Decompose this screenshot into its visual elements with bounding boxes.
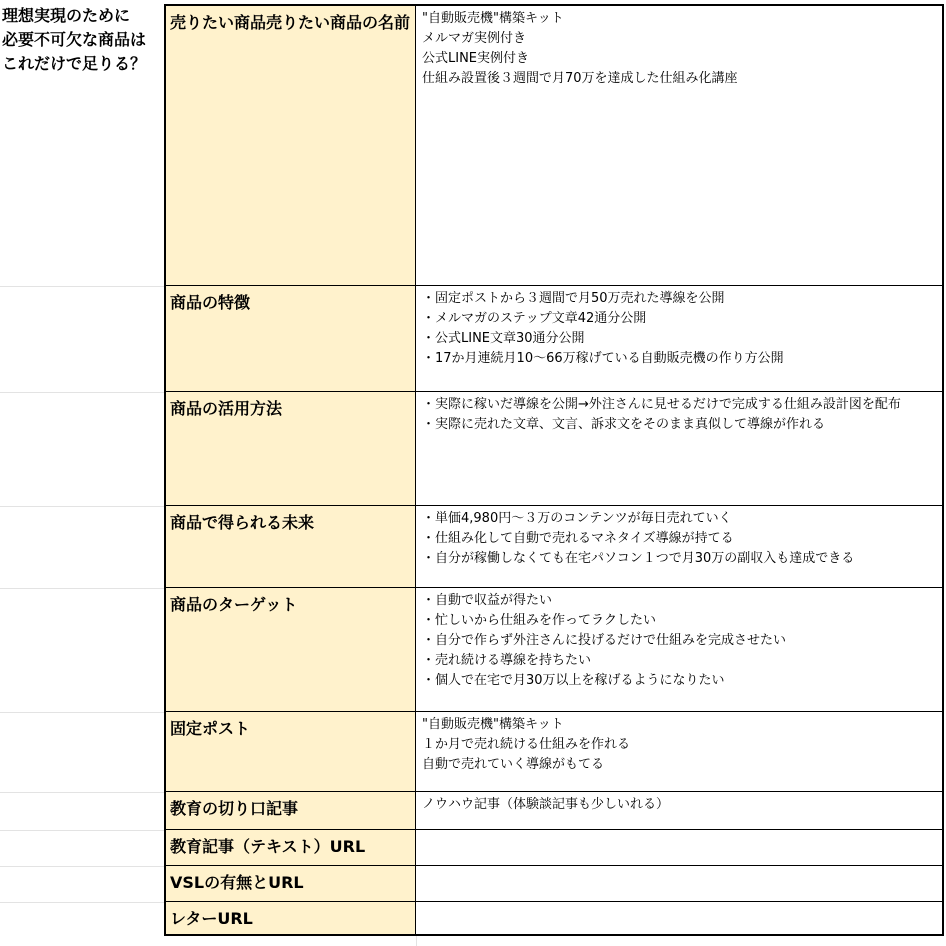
value-line: ・自動で収益が得たい xyxy=(422,593,553,608)
grid-line xyxy=(0,506,164,507)
section-title-line: 必要不可欠な商品は xyxy=(2,30,147,49)
section-title-cell[interactable] xyxy=(2,4,162,76)
grid-line xyxy=(0,392,164,393)
row-label-cell[interactable]: 教育記事（テキスト）URL xyxy=(164,830,416,866)
row-value-cell[interactable] xyxy=(416,4,944,286)
value-line: ・実際に売れた文章、文言、訴求文をそのまま真似して導線が作れる xyxy=(422,417,826,432)
value-line: １か月で売れ続ける仕組みを作れる xyxy=(422,737,631,752)
left-column xyxy=(0,0,164,946)
value-line: ・固定ポストから３週間で月50万売れた導線を公開 xyxy=(422,291,725,306)
table-row xyxy=(164,4,944,286)
table-row xyxy=(164,286,944,392)
value-line: ノウハウ記事（体験談記事も少しいれる） xyxy=(422,797,670,812)
row-value-cell[interactable] xyxy=(416,792,944,830)
table-row xyxy=(164,902,944,936)
value-line: ・単価4,980円〜３万のコンテンツが毎日売れていく xyxy=(422,511,732,526)
value-line: 自動で売れていく導線がもてる xyxy=(422,757,605,772)
value-line: ・自分で作らず外注さんに投げるだけで仕組みを完成させたい xyxy=(422,633,787,648)
grid-line xyxy=(416,936,417,946)
value-line: ・実際に稼いだ導線を公開→外注さんに見せるだけで完成する仕組み設計図を配布 xyxy=(422,397,901,412)
grid-line xyxy=(0,286,164,287)
value-line: ・忙しいから仕組みを作ってラクしたい xyxy=(422,613,657,628)
row-value-cell[interactable] xyxy=(416,286,944,392)
row-label-cell[interactable]: 商品の特徴 xyxy=(164,286,416,392)
row-value-cell[interactable] xyxy=(416,902,944,936)
row-label-cell[interactable]: 商品のターゲット xyxy=(164,588,416,712)
grid-line xyxy=(0,712,164,713)
value-line: ・自分が稼働しなくても在宅パソコン１つで月30万の副収入も達成できる xyxy=(422,551,855,566)
value-line: ・公式LINE文章30通分公開 xyxy=(422,331,585,346)
empty-grid-area xyxy=(164,936,944,946)
row-label-cell[interactable]: レターURL xyxy=(164,902,416,936)
table-row xyxy=(164,712,944,792)
table-row xyxy=(164,392,944,506)
value-line: ・17か月連続月10〜66万稼げている自動販売機の作り方公開 xyxy=(422,351,784,366)
row-label-cell[interactable]: 商品で得られる未来 xyxy=(164,506,416,588)
grid-line xyxy=(0,866,164,867)
row-value-cell[interactable] xyxy=(416,866,944,902)
value-line: 仕組み設置後３週間で月70万を達成した仕組み化講座 xyxy=(422,71,738,86)
row-value-cell[interactable] xyxy=(416,506,944,588)
value-line: "自動販売機"構築キット xyxy=(422,717,564,732)
grid-line xyxy=(0,830,164,831)
row-label-cell[interactable]: 売りたい商品売りたい商品の名前 xyxy=(164,4,416,286)
section-title-line: これだけで足りる？ xyxy=(2,54,147,73)
value-line: ・売れ続ける導線を持ちたい xyxy=(422,653,592,668)
table-row xyxy=(164,588,944,712)
grid-line xyxy=(0,588,164,589)
value-line: メルマガ実例付き xyxy=(422,31,527,46)
value-line: ・個人で在宅で月30万以上を稼げるようになりたい xyxy=(422,673,725,688)
row-value-cell[interactable] xyxy=(416,392,944,506)
grid-line xyxy=(0,792,164,793)
table-row xyxy=(164,792,944,830)
table-row xyxy=(164,506,944,588)
grid-line xyxy=(0,902,164,903)
row-label-cell[interactable]: 固定ポスト xyxy=(164,712,416,792)
row-value-cell[interactable] xyxy=(416,588,944,712)
row-label-cell[interactable]: VSLの有無とURL xyxy=(164,866,416,902)
value-line: "自動販売機"構築キット xyxy=(422,11,564,26)
row-value-cell[interactable] xyxy=(416,712,944,792)
row-label-cell[interactable]: 教育の切り口記事 xyxy=(164,792,416,830)
row-value-cell[interactable] xyxy=(416,830,944,866)
value-line: ・仕組み化して自動で売れるマネタイズ導線が持てる xyxy=(422,531,734,546)
value-line: 公式LINE実例付き xyxy=(422,51,530,66)
table-row xyxy=(164,866,944,902)
value-line: ・メルマガのステップ文章42通分公開 xyxy=(422,311,647,326)
row-label-cell[interactable]: 商品の活用方法 xyxy=(164,392,416,506)
table-row xyxy=(164,830,944,866)
section-title-line: 理想実現のために xyxy=(2,6,131,25)
